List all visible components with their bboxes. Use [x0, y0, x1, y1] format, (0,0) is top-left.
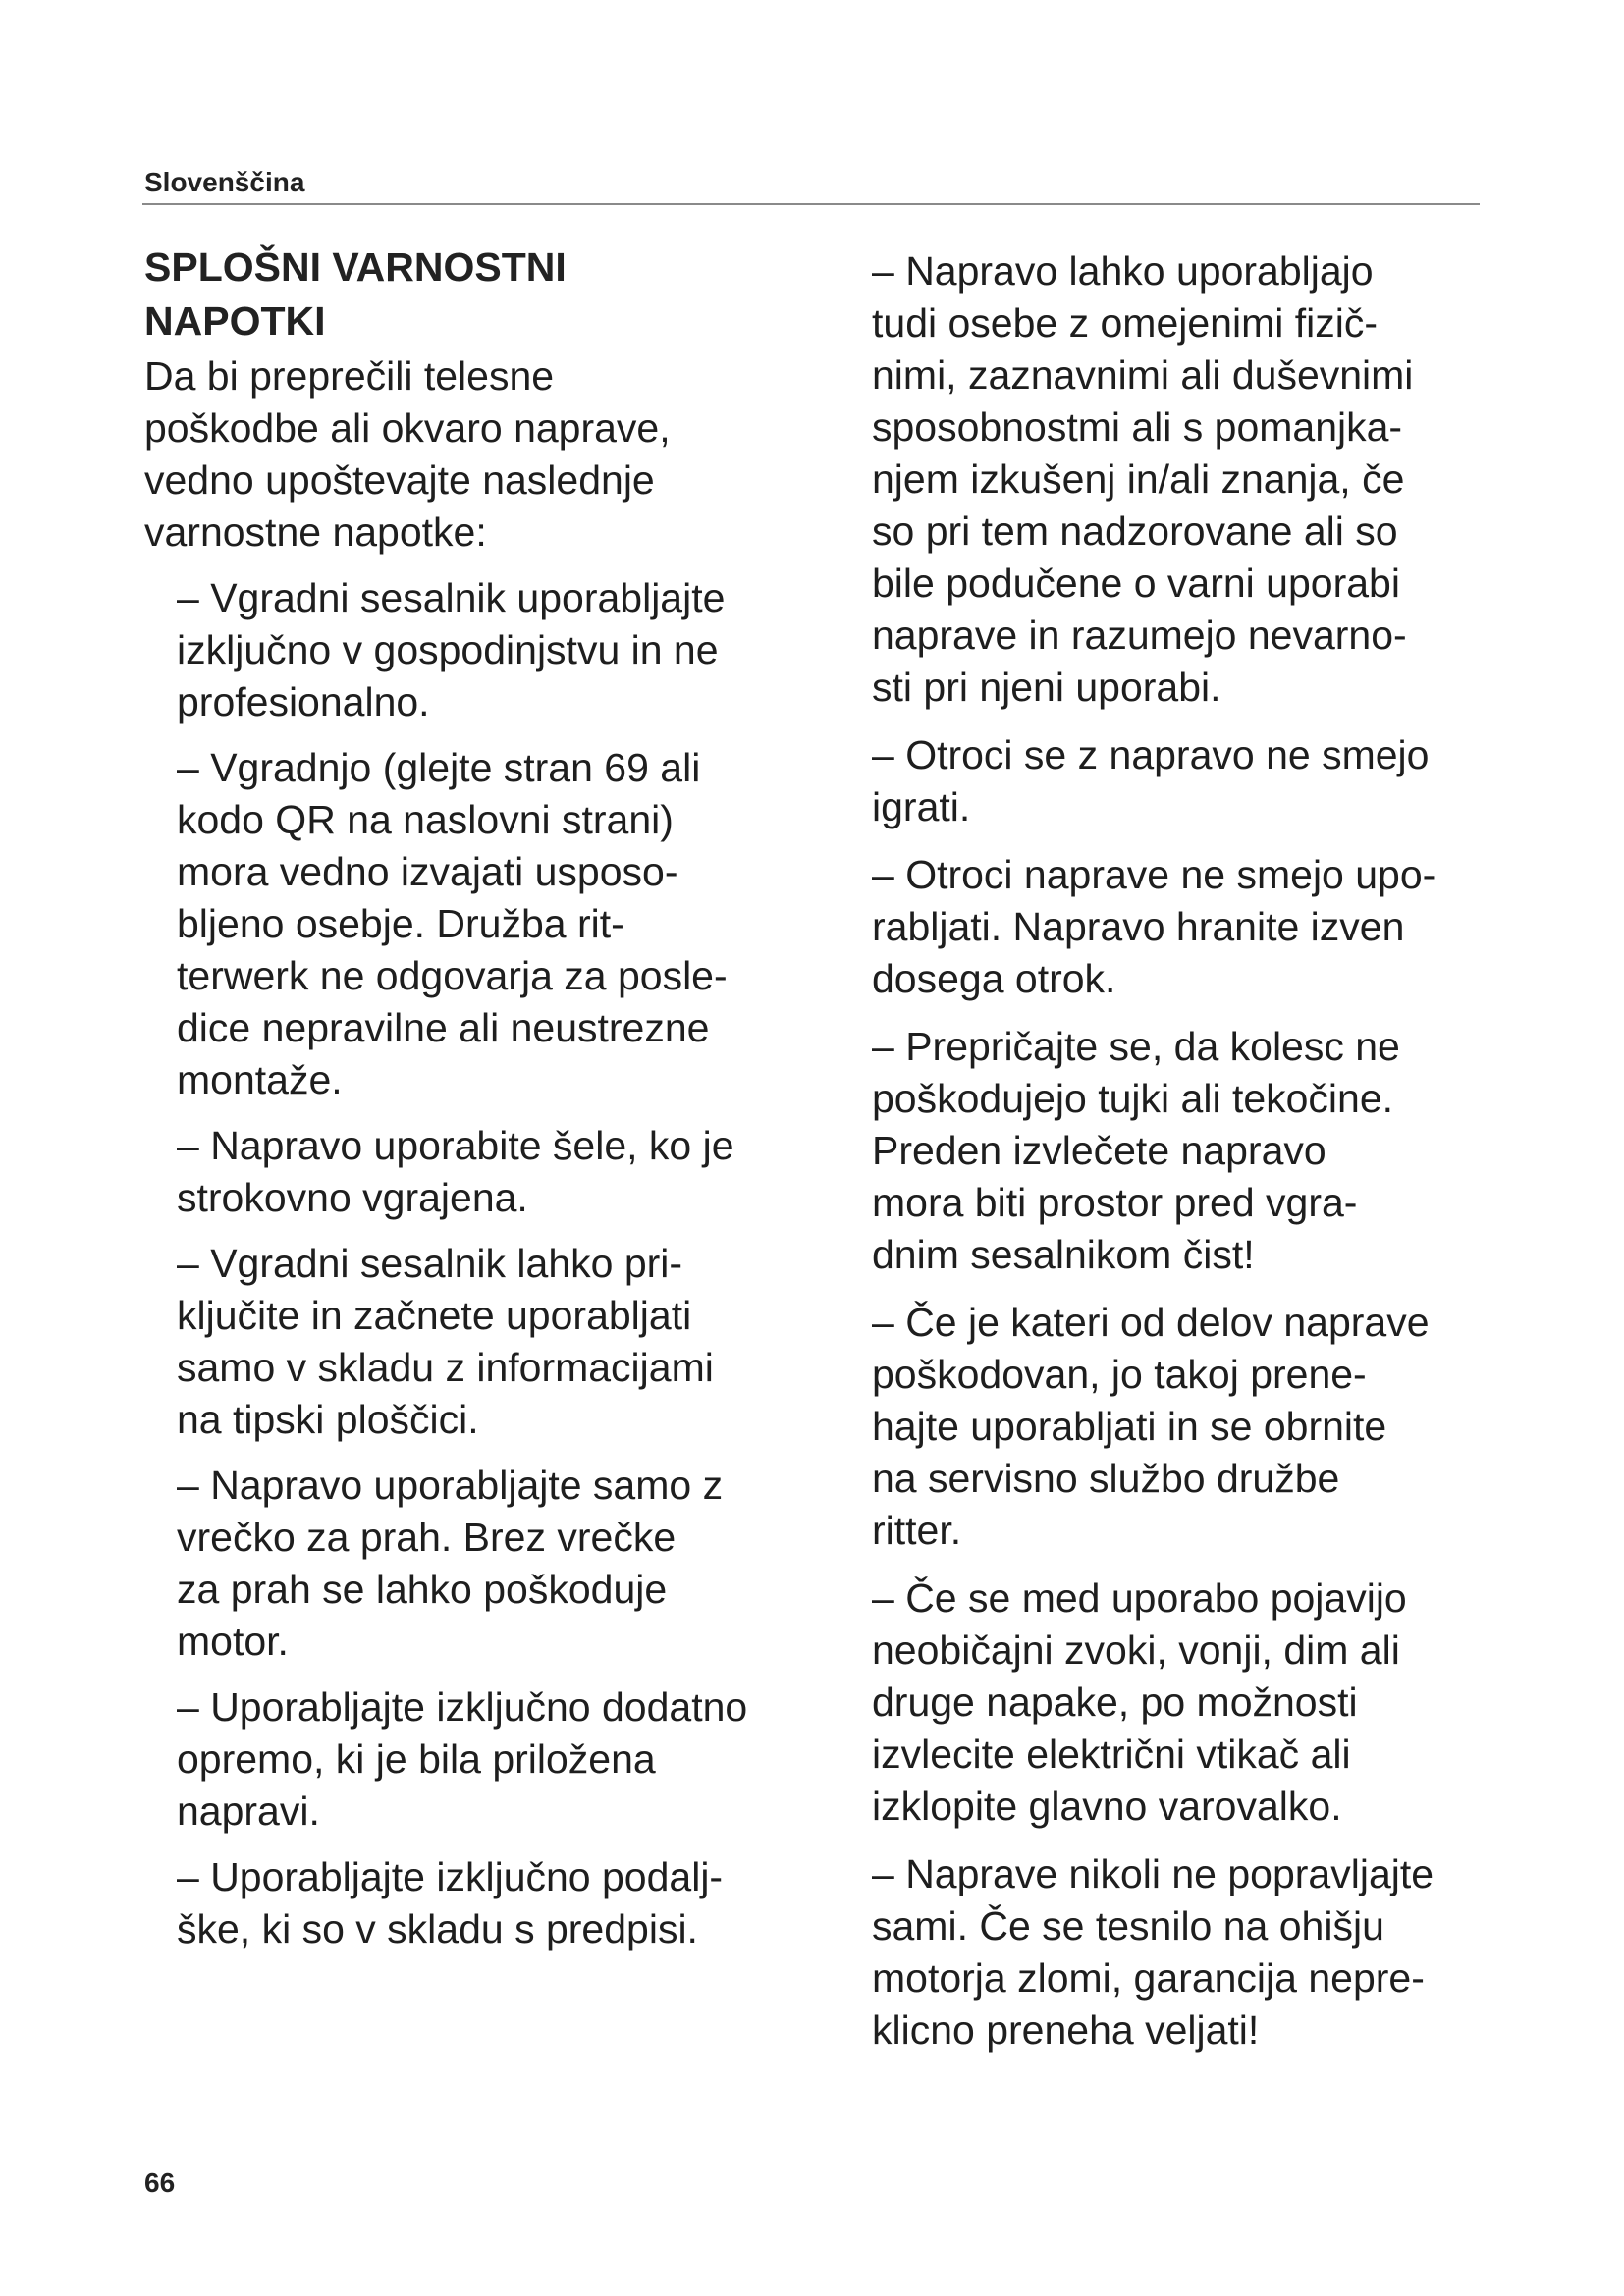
text-line: kodo QR na naslovni strani) [177, 797, 674, 842]
safety-bullet-item [872, 245, 1500, 714]
text-line: vedno upoštevajte naslednje [144, 457, 655, 503]
text-line: motor. [177, 1619, 289, 1664]
safety-bullet-item [177, 1460, 832, 1668]
safety-bullet-item [177, 1120, 832, 1224]
text-line: rabljati. Napravo hranite izven [872, 904, 1405, 949]
text-line: ritter. [872, 1508, 962, 1553]
text-line: – Uporabljajte izključno dodatno [177, 1684, 748, 1730]
text-line: bljeno osebje. Družba rit- [177, 901, 624, 946]
text-line: – Prepričajte se, da kolesc ne [872, 1024, 1400, 1069]
left-bullet-list [144, 572, 832, 1955]
text-line: – Napravo uporabljajte samo z [177, 1463, 724, 1508]
text-line: – Naprave nikoli ne popravljajte [872, 1851, 1435, 1896]
text-line: neobičajni zvoki, vonji, dim ali [872, 1628, 1400, 1673]
text-line: klicno preneha veljati! [872, 2007, 1260, 2053]
safety-bullet-item [872, 849, 1500, 1005]
text-line: samo v skladu z informacijami [177, 1345, 714, 1390]
text-line: varnostne napotke: [144, 509, 487, 555]
safety-bullet-item [177, 572, 832, 728]
text-line: vrečko za prah. Brez vrečke [177, 1515, 677, 1560]
left-column [144, 240, 832, 1955]
text-line: sti pri njeni uporabi. [872, 665, 1221, 710]
text-line: izključno v gospodinjstvu in ne [177, 627, 719, 672]
text-line: njem izkušenj in/ali znanja, če [872, 456, 1405, 502]
text-line: mora biti prostor pred vgra- [872, 1180, 1358, 1225]
text-line: hajte uporabljati in se obrnite [872, 1404, 1387, 1449]
text-line: dnim sesalnikom čist! [872, 1232, 1255, 1277]
text-line: – Vgradnjo (glejte stran 69 ali [177, 745, 701, 790]
text-line: montaže. [177, 1057, 343, 1102]
safety-bullet-item [177, 742, 832, 1106]
text-line: – Napravo lahko uporabljajo [872, 248, 1374, 294]
safety-bullet-item [872, 1573, 1500, 1833]
text-line: sami. Če se tesnilo na ohišju [872, 1903, 1384, 1949]
text-line: dosega otrok. [872, 956, 1116, 1001]
text-line: strokovno vgrajena. [177, 1175, 528, 1220]
text-line: nimi, zaznavnimi ali duševnimi [872, 352, 1414, 398]
text-line: – Vgradni sesalnik lahko pri- [177, 1241, 683, 1286]
text-line: profesionalno. [177, 679, 430, 724]
safety-bullet-item [872, 1297, 1500, 1557]
text-line: igrati. [872, 784, 971, 829]
text-line: – Uporabljajte izključno podalj- [177, 1854, 724, 1899]
text-line: poškodovan, jo takoj prene- [872, 1352, 1367, 1397]
safety-bullet-item [872, 1848, 1500, 2056]
heading-line: SPLOŠNI VARNOSTNI [144, 244, 567, 290]
text-line: sposobnostmi ali s pomanjka- [872, 404, 1403, 450]
safety-bullet-item [872, 1021, 1500, 1281]
text-line: ključite in začnete uporabljati [177, 1293, 692, 1338]
text-line: – Napravo uporabite šele, ko je [177, 1123, 734, 1168]
text-line: poškodujejo tujki ali tekočine. [872, 1076, 1394, 1121]
text-line: za prah se lahko poškoduje [177, 1567, 668, 1612]
safety-bullet-item [177, 1238, 832, 1446]
text-line: – Otroci se z napravo ne smejo [872, 732, 1430, 777]
text-line: terwerk ne odgovarja za posle- [177, 953, 728, 998]
page-number: 66 [144, 2167, 176, 2198]
right-bullet-list [872, 245, 1500, 2056]
text-line: – Otroci naprave ne smejo upo- [872, 852, 1436, 897]
text-line: – Vgradni sesalnik uporabljajte [177, 575, 726, 620]
text-line: poškodbe ali okvaro naprave, [144, 405, 671, 451]
safety-bullet-item [872, 729, 1500, 833]
text-line: opremo, ki je bila priložena [177, 1736, 656, 1782]
text-line: druge napake, po možnosti [872, 1680, 1358, 1725]
text-line: izvlecite električni vtikač ali [872, 1732, 1351, 1777]
text-line: izklopite glavno varovalko. [872, 1784, 1342, 1829]
safety-bullet-item [177, 1682, 832, 1838]
intro-paragraph [144, 350, 832, 559]
text-line: tudi osebe z omejenimi fizič- [872, 300, 1378, 346]
header-divider [142, 203, 1480, 205]
text-line: – Če je kateri od delov naprave [872, 1300, 1430, 1345]
section-heading [144, 240, 832, 348]
text-line: – Če se med uporabo pojavijo [872, 1575, 1407, 1621]
page-header-language: Slovenščina [144, 167, 305, 197]
text-line: ške, ki so v skladu s predpisi. [177, 1906, 698, 1951]
safety-bullet-item [177, 1851, 832, 1955]
text-line: mora vedno izvajati usposo- [177, 849, 678, 894]
text-line: dice nepravilne ali neustrezne [177, 1005, 710, 1050]
text-line: naprave in razumejo nevarno- [872, 613, 1407, 658]
heading-line: NAPOTKI [144, 298, 326, 344]
text-line: Da bi preprečili telesne [144, 353, 555, 399]
text-line: bile podučene o varni uporabi [872, 561, 1400, 606]
text-line: so pri tem nadzorovane ali so [872, 508, 1398, 554]
text-line: motorja zlomi, garancija nepre- [872, 1955, 1425, 2001]
text-line: na servisno službo družbe [872, 1456, 1340, 1501]
text-line: napravi. [177, 1789, 320, 1834]
text-line: na tipski ploščici. [177, 1397, 479, 1442]
right-column [872, 245, 1500, 2056]
text-line: Preden izvlečete napravo [872, 1128, 1326, 1173]
